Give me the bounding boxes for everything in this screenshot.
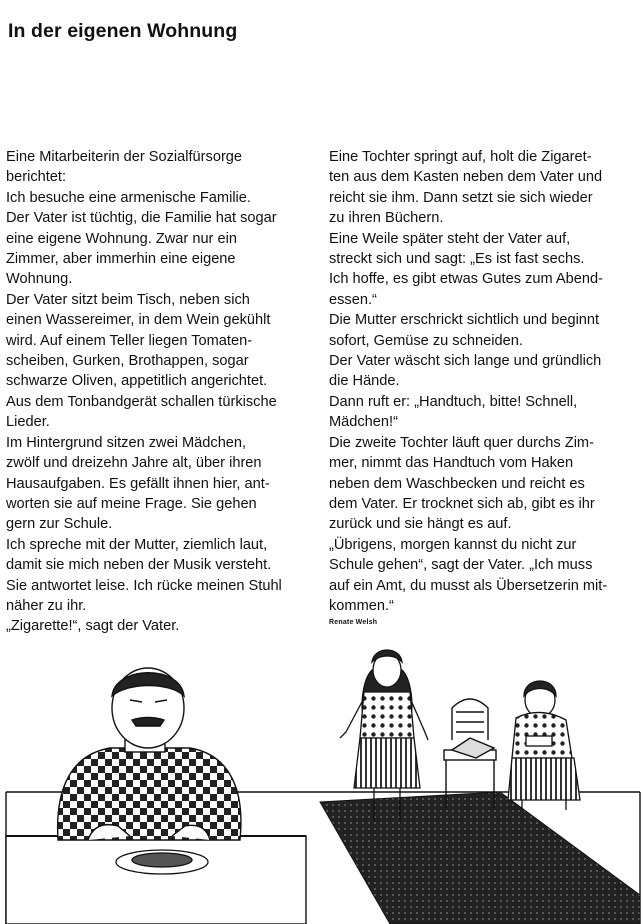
paragraph: „Zigarette!“, sagt der Vater. [6, 618, 180, 635]
paragraph: Eine Tochter springt auf, holt die Zigaret- ten aus dem Kasten neben dem Vater und reicht sie ihm. Dann setzt sie sich wieder zu ihren Büchern. [329, 149, 603, 227]
paragraph: Der Vater sitzt beim Tisch, neben sich einen Wassereimer, in dem Wein gekühlt wird. Auf einem Teller liegen Tomaten- scheiben, Gurken, Brothappen, sogar schwarze Oliven, appetitlich angerichtet. [6, 291, 271, 390]
paragraph: Die Mutter erschrickt sichtlich und beginnt sofort, Gemüse zu schneiden. [329, 312, 600, 349]
author-credit: Renate Welsh [329, 619, 378, 627]
standing-girl-figure [340, 650, 428, 822]
table [6, 836, 306, 924]
paragraph: „Übrigens, morgen kannst du nicht zur Schule gehen“, sagt der Vater. „Ich muss auf ein Amt, du musst als Übersetzerin mit- kommen.“ [329, 536, 608, 614]
illustration [0, 640, 644, 924]
paragraph: Ich besuche eine armenische Familie. [6, 189, 251, 206]
page-title: In der eigenen Wohnung [8, 20, 238, 42]
paragraph: Aus dem Tonbandgerät schallen türkische Lieder. [6, 393, 277, 431]
paragraph: Im Hintergrund sitzen zwei Mädchen, zwölf und dreizehn Jahre alt, über ihren Hausaufgaben. Es gefällt ihnen hier, ant- worten sie auf meine Frage. Sie gehen gern zur Schule. [6, 434, 270, 533]
father-figure [58, 668, 241, 840]
paragraph: Der Vater wäscht sich lange und gründlich die Hände. [329, 353, 602, 390]
left-column [6, 147, 310, 637]
paragraph: Ich spreche mit der Mutter, ziemlich laut, damit sie mich neben der Musik versteht. Sie antwortet leise. Ich rücke meinen Stuhl näher zu ihr. [6, 536, 282, 614]
paragraph: Der Vater ist tüchtig, die Familie hat sogar eine eigene Wohnung. Zwar nur ein Zimmer, aber immerhin eine eigene Wohnung. [6, 210, 277, 288]
paragraph: Eine Weile später steht der Vater auf, streckt sich und sagt: „Es ist fast sechs. Ich hoffe, es gibt etwas Gutes zum Abend- essen.“ [329, 230, 603, 308]
paragraph: Die zweite Tochter läuft quer durchs Zim- mer, nimmt das Handtuch vom Haken neben dem Waschbecken und reicht es dem Vater. Er trocknet sich ab, gibt es ihr zurück und sie hängt es auf. [329, 434, 595, 533]
plate [116, 850, 208, 874]
paragraph: Dann ruft er: „Handtuch, bitte! Schnell, Mädchen!“ [329, 393, 578, 431]
paragraph: Eine Mitarbeiterin der Sozialfürsorge berichtet: [6, 149, 243, 186]
right-column [329, 147, 633, 630]
seated-girl-figure [508, 681, 580, 810]
rug [320, 792, 640, 924]
